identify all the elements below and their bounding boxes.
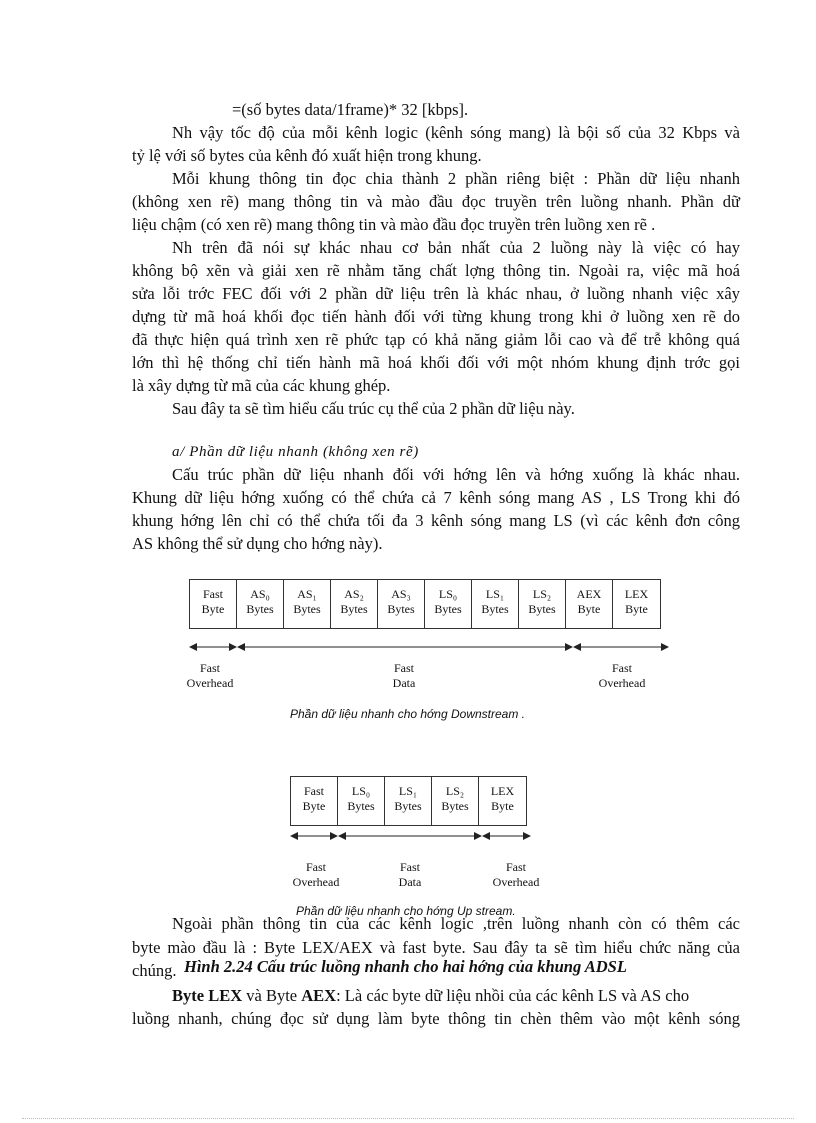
downstream-caption: Phần dữ liệu nhanh cho hớng Downstream . xyxy=(290,707,526,721)
paragraph-3-line-5: đã thực hiện quá trình xen rẽ phức tạp có khả năng giảm lỗi cao và để trễ không quá xyxy=(132,330,740,349)
paragraph-7-line-1: Byte LEX và Byte AEX: Là các byte dữ liệu nhồi của các kênh LS và AS cho xyxy=(172,986,690,1005)
paragraph-3-line-7: là xây dựng từ mã của các khung ghép. xyxy=(132,376,391,395)
figure-title: Hình 2.24 Cấu trúc luồng nhanh cho hai hớng của khung ADSL xyxy=(184,957,627,976)
label-fast-data: Fast Data xyxy=(392,661,416,690)
paragraph-6-line-1: Ngoài phần thông tin của các kênh logic ,trên luồng nhanh còn có thêm các xyxy=(172,914,740,933)
paragraph-5-line-3: khung hớng lên chỉ có thể chứa tối đa 3 kênh sóng mang LS (vì các kênh đơn công xyxy=(132,511,740,530)
frame-cell: LS₁ Bytes xyxy=(472,580,519,628)
paragraph-6-line-3: chúng. xyxy=(132,961,177,980)
paragraph-3-line-6: lớn thì hệ thống chỉ tiến hành mã hoá khối đối với một nhóm khung định trớc gọi xyxy=(132,353,740,372)
frame-cell: LS₀ Bytes xyxy=(338,777,385,825)
paragraph-3-line-3: sửa lỗi trớc FEC đối với 2 phần dữ liệu trên là khác nhau, ở luồng nhanh việc xây xyxy=(132,284,740,303)
paragraph-7-line-2: luồng nhanh, chúng đọc sử dụng làm byte thông tin chèn thêm vào một kênh sóng xyxy=(132,1009,740,1028)
paragraph-2-line-3: liệu chậm (có xen rẽ) mang thông tin và mào đầu đọc truyền trên luồng xen rẽ . xyxy=(132,215,656,234)
frame-cell: LEX Byte xyxy=(624,587,649,616)
paragraph-2-line-2: (không xen rẽ) mang thông tin và mào đầu đọc truyền trên luồng nhanh. Phần dữ xyxy=(132,192,740,211)
frame-cell: AS₀ Bytes xyxy=(237,580,284,628)
frame-cell: AS₂ Bytes xyxy=(331,580,378,628)
paragraph-5-line-4: AS không thể sử dụng cho hớng này). xyxy=(132,534,383,553)
label-fast-overhead-left: Fast Overhead xyxy=(292,860,340,889)
frame-cell: LS₀ Bytes xyxy=(425,580,472,628)
label-fast-overhead-right: Fast Overhead xyxy=(598,661,646,690)
paragraph-3-line-1: Nh trên đã nói sự khác nhau cơ bản nhất của 2 luồng này là việc có hay xyxy=(172,238,740,257)
paragraph-1-line-2: tỷ lệ với số bytes của kênh đó xuất hiện trong khung. xyxy=(132,146,482,165)
paragraph-6-line-2: byte mào đầu là : Byte LEX/AEX và fast byte. Sau đây ta sẽ tìm hiểu chức năng của xyxy=(132,938,740,957)
upstream-caption: Phần dữ liệu nhanh cho hớng Up stream. xyxy=(296,904,516,918)
frame-cell: AEX Byte xyxy=(566,580,613,628)
frame-cell: LEX Byte xyxy=(490,784,515,813)
paragraph-5-line-2: Khung dữ liệu hớng xuống có thể chứa cả 7 kênh sóng mang AS , LS Trong khi đó xyxy=(132,488,740,507)
paragraph-1-line-1: Nh vậy tốc độ của mỗi kênh logic (kênh sóng mang) là bội số của 32 Kbps và xyxy=(172,123,740,142)
paragraph-2-line-1: Mỗi khung thông tin đọc chia thành 2 phần riêng biệt : Phần dữ liệu nhanh xyxy=(172,169,740,188)
frame-cell: AS₁ Bytes xyxy=(284,580,331,628)
label-fast-data: Fast Data xyxy=(398,860,422,889)
paragraph-3-line-4: dựng từ mã hoá khối đọc tiến hành đối với từng khung trong khi ở luồng xen rẽ do xyxy=(132,307,740,326)
section-heading: a/ Phần dữ liệu nhanh (không xen rẽ) xyxy=(172,444,419,460)
frame-cell: LS₂ Bytes xyxy=(432,777,479,825)
frame-cell: LS₂ Bytes xyxy=(519,580,566,628)
frame-cell: Fast Byte xyxy=(291,777,338,825)
paragraph-4: Sau đây ta sẽ tìm hiểu cấu trúc cụ thể của 2 phần dữ liệu này. xyxy=(172,399,575,418)
paragraph-5-line-1: Cấu trúc phần dữ liệu nhanh đối với hớng lên và hớng xuống là khác nhau. xyxy=(172,465,740,484)
label-fast-overhead-left: Fast Overhead xyxy=(186,661,234,690)
formula-line: =(số bytes data/1frame)* 32 [kbps]. xyxy=(232,100,469,119)
upstream-frame xyxy=(290,776,527,826)
page-bottom-divider xyxy=(22,1118,794,1119)
label-fast-overhead-right: Fast Overhead xyxy=(492,860,540,889)
frame-cell: Fast Byte xyxy=(190,580,237,628)
frame-cell: AS₃ Bytes xyxy=(378,580,425,628)
paragraph-3-line-2: không bộ xẽn và giải xen rẽ nhằm tăng chất lợng thông tin. Ngoài ra, việc mã hoá xyxy=(132,261,740,280)
frame-cell: LS₁ Bytes xyxy=(385,777,432,825)
